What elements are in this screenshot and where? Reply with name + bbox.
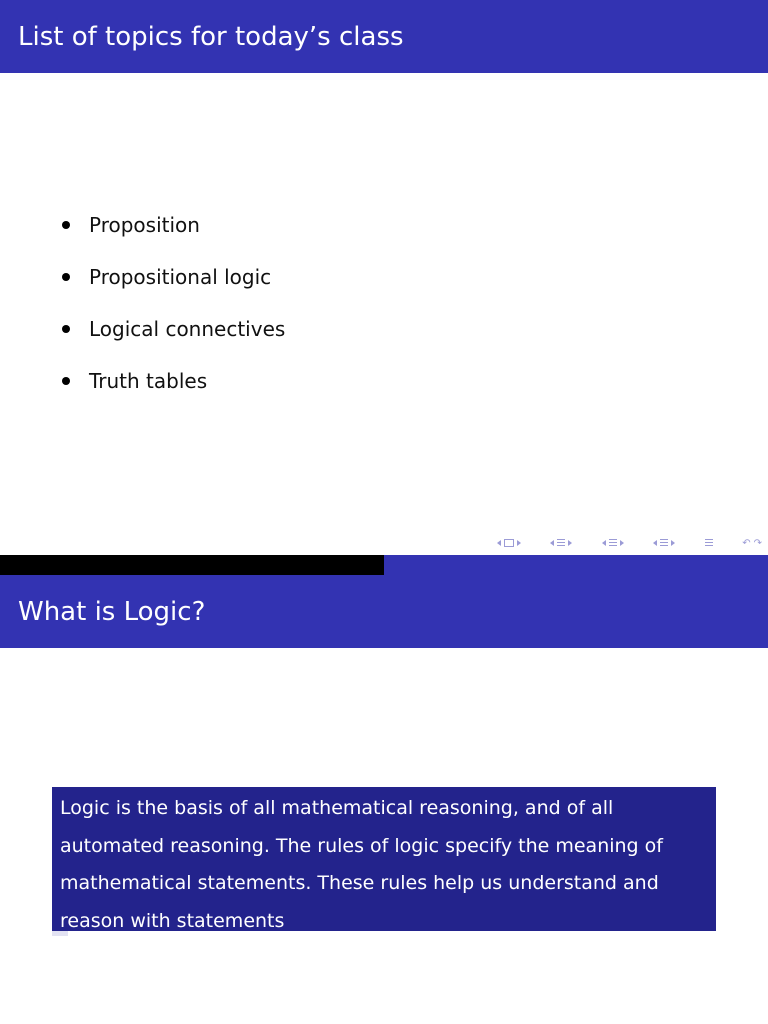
bullet-icon — [62, 273, 70, 281]
topic-label: Truth tables — [89, 369, 208, 393]
undo-redo-icon[interactable]: ↶ ↷ — [742, 537, 762, 549]
slide1-title: List of topics for today’s class — [18, 21, 404, 52]
document-nav-icon[interactable] — [653, 539, 675, 547]
beamer-navigation-bar — [497, 534, 762, 552]
bullet-icon — [62, 377, 70, 385]
search-icon[interactable] — [705, 539, 713, 547]
slide2-title-bar — [0, 575, 768, 648]
list-item — [60, 251, 285, 303]
list-item — [60, 303, 285, 355]
subsection-nav-icon[interactable] — [550, 539, 572, 547]
definition-text: Logic is the basis of all mathematical reasoning, and of all automated reasoning. The rules of logic specify the meaning of mathematical statements. These rules help us understand and reason with statements — [60, 797, 663, 932]
list-item — [60, 199, 285, 251]
topic-label: Propositional logic — [89, 265, 272, 289]
slide-separator-blue — [384, 555, 768, 575]
frame-nav-icon[interactable] — [497, 539, 521, 547]
topic-label: Proposition — [89, 213, 200, 237]
bullet-icon — [62, 221, 70, 229]
slide2-title: What is Logic? — [18, 596, 206, 627]
definition-block — [52, 787, 716, 931]
topic-label: Logical connectives — [89, 317, 286, 341]
slide-separator-dark — [0, 555, 384, 575]
block-shadow — [52, 931, 68, 936]
list-item — [60, 355, 285, 407]
section-nav-icon[interactable] — [602, 539, 624, 547]
bullet-icon — [62, 325, 70, 333]
topics-list — [60, 199, 285, 407]
slide1-title-bar — [0, 0, 768, 73]
